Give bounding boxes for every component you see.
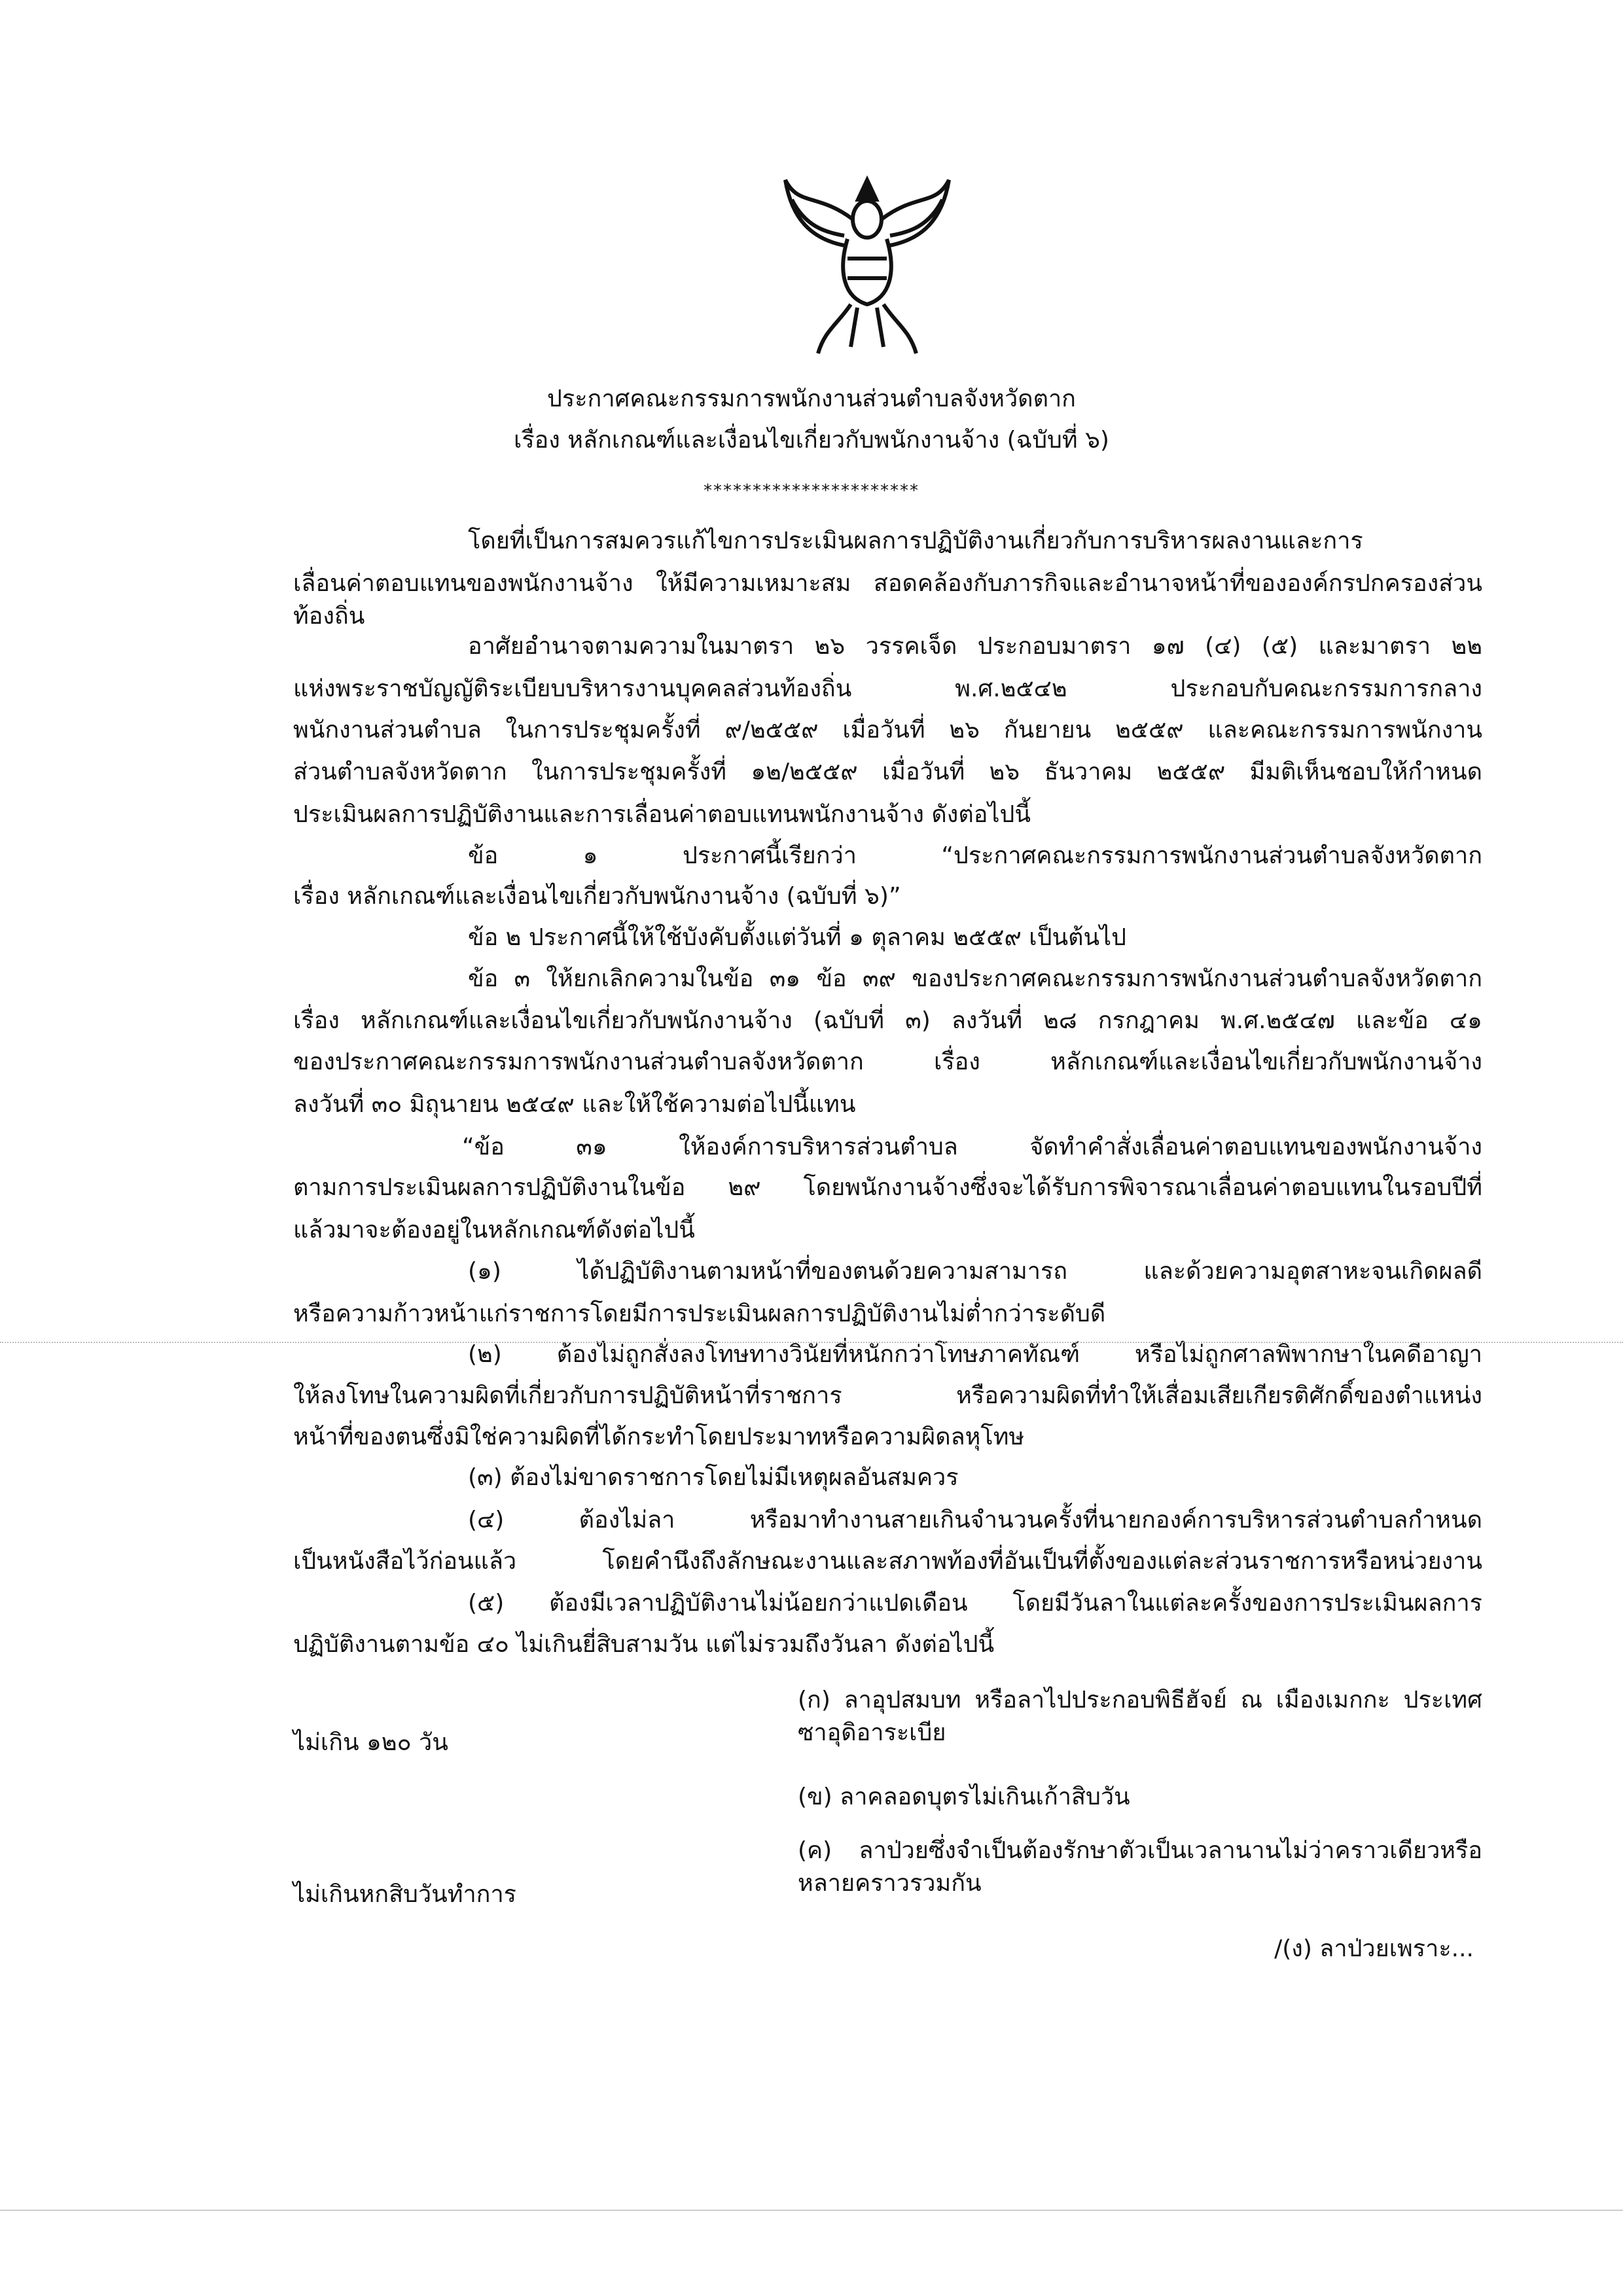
body-line: ของประกาศคณะกรรมการพนักงานส่วนตำบลจังหวัดตาก เรื่อง หลักเกณฑ์และเงื่อนไขเกี่ยวกับพนักงานจ้าง [293,1049,1482,1075]
scan-artifact-line [0,1342,1623,1343]
body-line: ข้อ ๓ ให้ยกเลิกความในข้อ ๓๑ ข้อ ๓๙ ของประกาศคณะกรรมการพนักงานส่วนตำบลจังหวัดตาก [468,965,1482,992]
body-line: (ค) ลาป่วยซึ่งจำเป็นต้องรักษาตัวเป็นเวลานานไม่ว่าคราวเดียวหรือหลายคราวรวมกัน [798,1837,1482,1897]
body-line: ปฏิบัติงานตามข้อ ๔๐ ไม่เกินยี่สิบสามวัน แต่ไม่รวมถึงวันลา ดังต่อไปนี้ [293,1631,995,1658]
body-line: ลงวันที่ ๓๐ มิถุนายน ๒๕๔๙ และให้ใช้ความต่อไปนี้แทน [293,1091,856,1118]
garuda-emblem [779,167,955,360]
scan-artifact-line [0,2210,1623,2211]
body-line: หน้าที่ของตนซึ่งมิใช่ความผิดที่ได้กระทำโดยประมาทหรือความผิดลหุโทษ [293,1424,1025,1450]
body-line: หรือความก้าวหน้าแก่ราชการโดยมีการประเมินผลการปฏิบัติงานไม่ต่ำกว่าระดับดี [293,1300,1106,1327]
body-line: “ข้อ ๓๑ ให้องค์การบริหารส่วนตำบล จัดทำคำสั่งเลื่อนค่าตอบแทนของพนักงานจ้าง [462,1134,1482,1160]
body-line: (ก) ลาอุปสมบท หรือลาไปประกอบพิธีฮัจย์ ณ เมืองเมกกะ ประเทศซาอุดิอาระเบีย [798,1687,1482,1746]
body-line: ตามการประเมินผลการปฏิบัติงานในข้อ ๒๙ โดยพนักงานจ้างซึ่งจะได้รับการพิจารณาเลื่อนค่าตอบแทนในรอบปีที่ [293,1174,1482,1201]
body-line: โดยที่เป็นการสมควรแก้ไขการประเมินผลการปฏิบัติงานเกี่ยวกับการบริหารผลงานและการ [468,528,1363,554]
body-line: ไม่เกิน ๑๒๐ วัน [293,1729,448,1756]
body-line: ส่วนตำบลจังหวัดตาก ในการประชุมครั้งที่ ๑๒/๒๕๕๙ เมื่อวันที่ ๒๖ ธันวาคม ๒๕๕๙ มีมติเห็นชอบให้กำหนด [293,759,1482,785]
body-line: ประเมินผลการปฏิบัติงานและการเลื่อนค่าตอบแทนพนักงานจ้าง ดังต่อไปนี้ [293,801,1031,828]
body-line: แห่งพระราชบัญญัติระเบียบบริหารงานบุคคลส่วนท้องถิ่น พ.ศ.๒๕๔๒ ประกอบกับคณะกรรมการกลาง [293,675,1482,702]
body-line: (๕) ต้องมีเวลาปฏิบัติงานไม่น้อยกว่าแปดเดือน โดยมีวันลาในแต่ละครั้งของการประเมินผลการ [468,1590,1482,1617]
body-line: ข้อ ๑ ประกาศนี้เรียกว่า “ประกาศคณะกรรมการพนักงานส่วนตำบลจังหวัดตาก [468,842,1482,869]
body-line: (๑) ได้ปฏิบัติงานตามหน้าที่ของตนด้วยความสามารถ และด้วยความอุตสาหะจนเกิดผลดี [468,1258,1482,1285]
body-line: พนักงานส่วนตำบล ในการประชุมครั้งที่ ๙/๒๕๕๙ เมื่อวันที่ ๒๖ กันยายน ๒๕๕๙ และคณะกรรมการพนักงาน [293,717,1482,744]
body-line: เป็นหนังสือไว้ก่อนแล้ว โดยคำนึงถึงลักษณะงานและสภาพท้องที่อันเป็นที่ตั้งของแต่ละส่วนราชการหรือหน่วยงาน [293,1548,1482,1575]
separator: ********************** [704,481,919,501]
announcement-subject: เรื่อง หลักเกณฑ์และเงื่อนไขเกี่ยวกับพนักงานจ้าง (ฉบับที่ ๖) [514,427,1109,454]
announcement-title: ประกาศคณะกรรมการพนักงานส่วนตำบลจังหวัดตาก [547,386,1076,412]
body-line: เรื่อง หลักเกณฑ์และเงื่อนไขเกี่ยวกับพนักงานจ้าง (ฉบับที่ ๓) ลงวันที่ ๒๘ กรกฎาคม พ.ศ.๒๕๔๗ และข้อ ๔๑ [293,1007,1482,1034]
body-line: (๒) ต้องไม่ถูกสั่งลงโทษทางวินัยที่หนักกว่าโทษภาคทัณฑ์ หรือไม่ถูกศาลพิพากษาในคดีอาญา [468,1341,1482,1368]
continuation-note: /(ง) ลาป่วยเพราะ... [1274,1935,1474,1962]
body-line: ข้อ ๒ ประกาศนี้ให้ใช้บังคับตั้งแต่วันที่ ๑ ตุลาคม ๒๕๕๙ เป็นต้นไป [468,924,1127,951]
body-line: ไม่เกินหกสิบวันทำการ [293,1881,517,1908]
body-line: แล้วมาจะต้องอยู่ในหลักเกณฑ์ดังต่อไปนี้ [293,1217,695,1244]
body-line: (๓) ต้องไม่ขาดราชการโดยไม่มีเหตุผลอันสมควร [468,1464,959,1491]
body-line: (๔) ต้องไม่ลา หรือมาทำงานสายเกินจำนวนครั้งที่นายกองค์การบริหารส่วนตำบลกำหนด [468,1507,1482,1534]
body-line: อาศัยอำนาจตามความในมาตรา ๒๖ วรรคเจ็ด ประกอบมาตรา ๑๗ (๔) (๕) และมาตรา ๒๒ [468,633,1482,660]
body-line: (ข) ลาคลอดบุตรไม่เกินเก้าสิบวัน [798,1784,1130,1810]
body-line: เลื่อนค่าตอบแทนของพนักงานจ้าง ให้มีความเหมาะสม สอดคล้องกับภารกิจและอำนาจหน้าที่ขององค์กรปกครองส่วนท้องถิ่น [293,570,1482,630]
body-line: เรื่อง หลักเกณฑ์และเงื่อนไขเกี่ยวกับพนักงานจ้าง (ฉบับที่ ๖)” [293,883,901,910]
body-line: ให้ลงโทษในความผิดที่เกี่ยวกับการปฏิบัติหน้าที่ราชการ หรือความผิดที่ทำให้เสื่อมเสียเกียรติศักดิ์ของตำแหน่ง [293,1382,1482,1409]
